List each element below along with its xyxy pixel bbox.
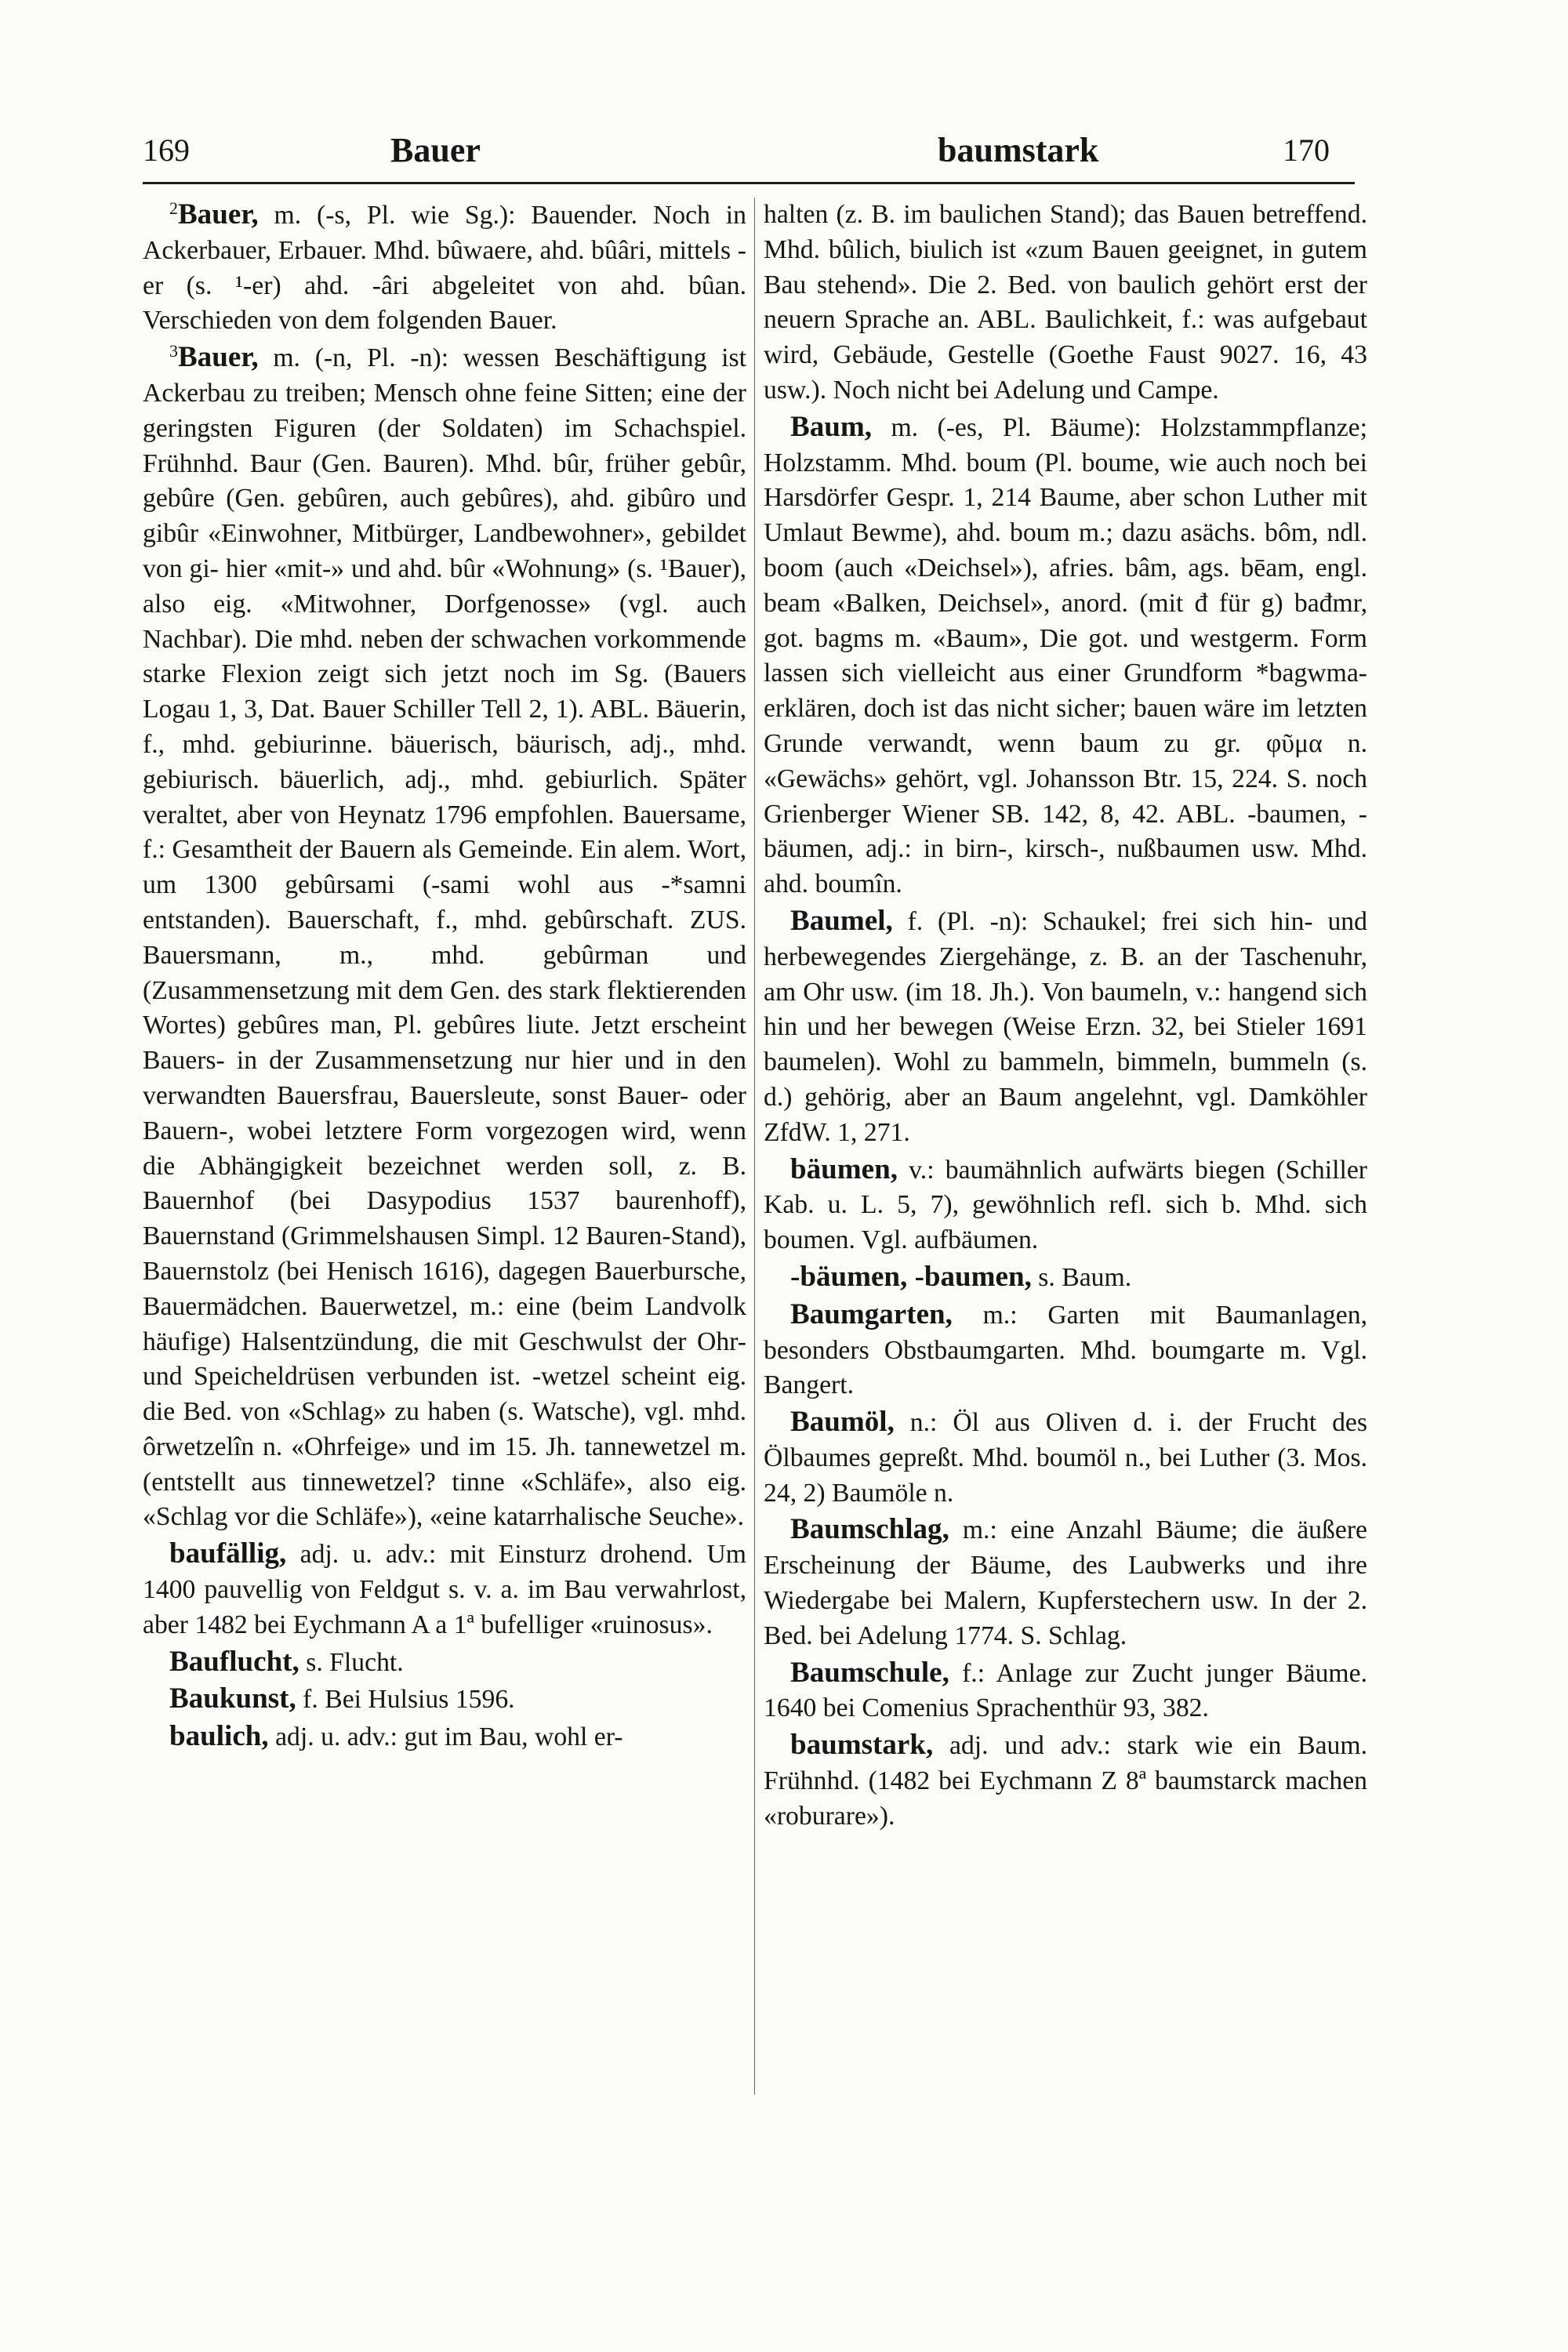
entry-headword: Baukunst, bbox=[169, 1682, 296, 1715]
entry-headword: Baumel, bbox=[790, 904, 893, 937]
entry-text: m.: Garten mit Baumanlagen, besonders Obstbaumgarten. Mhd. boumgarte m. Vgl. Bangert. bbox=[764, 1300, 1367, 1400]
entry-text: m. (-es, Pl. Bäume): Holzstammpflanze; Holzstamm. Mhd. boum (Pl. boume, wie auch noch bei Harsdörfer Gespr. 1, 214 Baume, aber schon Luther mit Umlaut Bewme), ahd. boum m.; dazu asächs. bôm, ndl. boom (auch «Deichsel»), afries. bâm, ags. bēam, engl. beam «Balken, Deichsel», anord. (mit đ für g) bađmr, got. bagms m. «Baum», Die got. und westgerm. Form lassen sich vielleicht aus einer Grundform *bagwma- erklären, doch ist das nicht sicher; bauen wäre im letzten Grunde verwandt, wenn baum zu gr. φῦμα n. «Gewächs» gehört, vgl. Johansson Btr. 15, 224. S. noch Grienberger Wiener SB. 142, 8, 42. ABL. -baumen, -bäumen, adj.: in birn-, kirsch-, nußbaumen usw. Mhd. ahd. boumîn. bbox=[764, 412, 1367, 899]
entry-text: f.: Anlage zur Zucht junger Bäume. 1640 bei Comenius Sprachenthür 93, 382. bbox=[764, 1658, 1367, 1723]
entry-text: m. (-n, Pl. -n): wessen Beschäftigung ist Ackerbau zu treiben; Mensch ohne feine Sitten; eine der geringsten Figuren (der Soldaten) im Schachspiel. Frühnhd. Baur (Gen. Bauren). Mhd. bûr, früher gebûr, gebûre (Gen. gebûren, auch gebûres), ahd. gibûro und gibûr «Einwohner, Mitbürger, Landbewohner», gebildet von gi- hier «mit-» und ahd. bûr «Wohnung» (s. ¹Bauer), also eig. «Mitwohner, Dorfgenosse» (vgl. auch Nachbar). Die mhd. neben der schwachen vorkommende starke Flexion zeigt sich jetzt noch im Sg. (Bauers Logau 1, 3, Dat. Bauer Schiller Tell 2, 1). ABL. Bäuerin, f., mhd. gebiurinne. bäuerisch, bäurisch, adj., mhd. gebiurisch. bäuerlich, adj., mhd. gebiurlich. Später veraltet, aber von Heynatz 1796 empfohlen. Bauersame, f.: Gesamtheit der Bauern als Gemeinde. Ein alem. Wort, um 1300 gebûrsami (-sami wohl aus -*samni entstanden). Bauerschaft, f., mhd. gebûrschaft. ZUS. Bauersmann, m., mhd. gebûrman und (Zusammensetzung mit dem Gen. des stark flektierenden Wortes) gebûres man, Pl. gebûres liute. Jetzt erscheint Bauers- in der Zusammensetzung nur hier und in den verwandten Bauersfrau, Bauersleute, sonst Bauer- oder Bauern-, wobei letztere Form vorgezogen wird, wenn die Abhängigkeit bezeichnet werden soll, z. B. Bauernhof (bei Dasypodius 1537 baurenhoff), Bauernstand (Grimmelshausen Simpl. 12 Bauren-Stand), Bauernstolz (bei Henisch 1616), dagegen Bauerbursche, Bauermädchen. Bauerwetzel, m.: eine (beim Landvolk häufige) Halsentzündung, die mit Geschwulst der Ohr- und Speicheldrüsen verbunden ist. -wetzel scheint eig. die Bed. von «Schlag» zu haben (s. Watsche), vgl. mhd. ôrwetzelîn n. «Ohrfeige» und im 15. Jh. tannewetzel m. (entstellt aus tinnewetzel? tinne «Schläfe», also eig. «Schlag vor die Schläfe»), «eine katarrhalische Seuche». bbox=[143, 343, 746, 1532]
page-number-left: 169 bbox=[143, 132, 190, 168]
page-number-right: 170 bbox=[1283, 132, 1330, 168]
entry-headword: -bäumen, -baumen, bbox=[790, 1260, 1032, 1293]
right-column bbox=[764, 198, 1367, 1836]
entry-headword: Baumgarten, bbox=[790, 1298, 953, 1330]
dictionary-entry bbox=[764, 1656, 1367, 1727]
entry-headword: Baumschlag, bbox=[790, 1513, 949, 1546]
dictionary-entry bbox=[764, 904, 1367, 1151]
entry-text: halten (z. B. im baulichen Stand); das Bauen betreffend. Mhd. bûlich, biulich ist «zum Bauen geeignet, in gutem Bau stehend». Die 2. Bed. von baulich gehört erst der neuern Sprache an. ABL. Baulichkeit, f.: was aufgebaut wird, Gebäude, Gestelle (Goethe Faust 9027. 16, 43 usw.). Noch nicht bei Adelung und Campe. bbox=[764, 200, 1367, 405]
entry-headword: Baumöl, bbox=[790, 1406, 895, 1439]
dictionary-entry bbox=[143, 198, 746, 339]
entry-text: s. Baum. bbox=[1031, 1262, 1132, 1292]
entry-text: adj. u. adv.: mit Einsturz drohend. Um 1400 pauvellig von Feldgut s. v. a. im Bau verwahrlost, aber 1482 bei Eychmann A a 1ª bufelliger «ruinosus». bbox=[143, 1540, 746, 1639]
dictionary-entry bbox=[143, 340, 746, 1535]
entry-text: s. Flucht. bbox=[299, 1647, 404, 1677]
entry-headword: Baumschule, bbox=[790, 1656, 949, 1689]
entry-headword: baumstark, bbox=[790, 1729, 934, 1762]
entry-headword: Bauer, bbox=[177, 341, 259, 374]
dictionary-entry bbox=[764, 1728, 1367, 1834]
entry-text: n.: Öl aus Oliven d. i. der Frucht des Ölbaumes gepreßt. Mhd. boumöl n., bei Luther (3. Mos. 24, 2) Baumöle n. bbox=[764, 1408, 1367, 1508]
entry-text: adj. und adv.: stark wie ein Baum. Frühnhd. (1482 bei Eychmann Z 8ª baumstarck machen «roburare»). bbox=[764, 1731, 1367, 1831]
dictionary-entry bbox=[764, 198, 1367, 408]
entry-text: m.: eine Anzahl Bäume; die äußere Erscheinung der Bäume, des Laubwerks und ihre Wiedergabe bei Malern, Kupferstechern usw. In der 2. Bed. bei Adelung 1774. S. Schlag. bbox=[764, 1515, 1367, 1650]
homonym-number: 2 bbox=[169, 198, 178, 218]
dictionary-entry bbox=[764, 410, 1367, 902]
entry-text: f. Bei Hulsius 1596. bbox=[296, 1685, 515, 1715]
entry-headword: baulich, bbox=[169, 1720, 269, 1753]
dictionary-entry bbox=[764, 1512, 1367, 1653]
dictionary-entry bbox=[764, 1152, 1367, 1258]
dictionary-entry bbox=[143, 1682, 746, 1718]
entry-headword: Bauer, bbox=[177, 198, 259, 230]
entry-text: f. (Pl. -n): Schaukel; frei sich hin- und herbewegendes Ziergehänge, z. B. an der Taschenuhr, am Ohr usw. (im 18. Jh.). Von baumeln, v.: hangend sich hin und her bewegen (Weise Erzn. 32, bei Stieler 1691 baumelen). Wohl zu bammeln, bimmeln, bummeln (s. d.) gehörig, aber an Baum angelehnt, vgl. Damköhler ZfdW. 1, 271. bbox=[764, 906, 1367, 1147]
dictionary-entry bbox=[143, 1645, 746, 1681]
entry-text: v.: baumähnlich aufwärts biegen (Schiller Kab. u. L. 5, 7), gewöhnlich refl. sich b. Mhd. sich boumen. Vgl. aufbäumen. bbox=[764, 1155, 1367, 1255]
entry-text: adj. u. adv.: gut im Bau, wohl er- bbox=[268, 1722, 623, 1752]
page-header bbox=[0, 0, 1568, 188]
dictionary-entry bbox=[143, 1537, 746, 1642]
entry-headword: baufällig, bbox=[169, 1537, 287, 1570]
guide-word-right: baumstark bbox=[938, 131, 1099, 169]
column-divider bbox=[754, 198, 755, 2095]
left-column bbox=[143, 198, 746, 1757]
header-rule bbox=[143, 182, 1355, 184]
dictionary-entry bbox=[143, 1719, 746, 1755]
homonym-number: 3 bbox=[169, 340, 178, 361]
entry-headword: bäumen, bbox=[790, 1152, 898, 1185]
dictionary-entry bbox=[764, 1405, 1367, 1511]
dictionary-entry bbox=[764, 1298, 1367, 1403]
dictionary-entry bbox=[764, 1260, 1367, 1296]
guide-word-left: Bauer bbox=[390, 131, 481, 169]
entry-headword: Bauflucht, bbox=[169, 1645, 299, 1678]
entry-text: m. (-s, Pl. wie Sg.): Bauender. Noch in Ackerbauer, Erbauer. Mhd. bûwaere, ahd. bûâri, mittels -er (s. ¹-er) ahd. -âri abgeleitet von ahd. bûan. Verschieden von dem folgenden Bauer. bbox=[143, 201, 746, 336]
entry-headword: Baum, bbox=[790, 410, 873, 443]
